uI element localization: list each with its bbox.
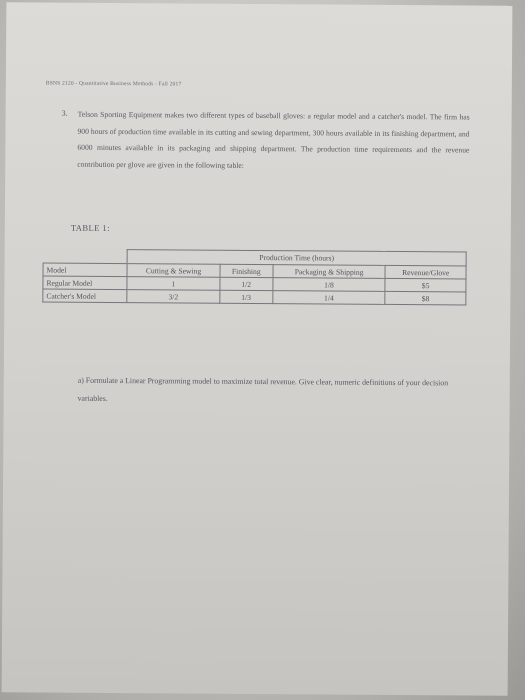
column-header-packaging: Packaging & Shipping xyxy=(273,265,386,279)
table-cell: $5 xyxy=(385,278,466,292)
table-cell: 1/3 xyxy=(220,290,273,303)
question-text: Telson Sporting Equipment makes two different types of baseball gloves: a regular model and a catcher's model. The firm has 900 hours of production time available in its cutting and sewing department, 300 hours available in its finishing department, and 6000 minutes available in its packaging and shipping department. The production time requirements and the revenue contribution per glove are given in the following table: xyxy=(77,109,470,171)
table-cell: 1/8 xyxy=(273,278,386,292)
table-row xyxy=(43,289,466,305)
column-header-finishing: Finishing xyxy=(220,264,273,277)
question-number: 3. xyxy=(61,108,68,118)
part-a-text: a) Formulate a Linear Programming model to maximize total revenue. Give clear, numeric definitions of your decision variables. xyxy=(77,375,449,403)
table-cell: 3/2 xyxy=(127,290,220,304)
column-header-cutting: Cutting & Sewing xyxy=(127,264,220,278)
table-group-header: Production Time (hours) xyxy=(127,250,466,266)
column-header-revenue: Revenue/Glove xyxy=(385,265,466,279)
page-header: BSNS 2120 - Quantitative Business Methods - Fall 2017 xyxy=(45,80,182,88)
table-cell-model: Regular Model xyxy=(43,276,127,290)
table-cell: 1/4 xyxy=(273,291,386,305)
table-cell: $8 xyxy=(385,291,466,305)
production-table xyxy=(42,249,466,306)
table-cell: 1/2 xyxy=(220,277,273,290)
document-page xyxy=(2,2,513,696)
table-empty-corner xyxy=(43,249,127,264)
table-label: TABLE 1: xyxy=(70,222,110,233)
column-header-model: Model xyxy=(43,263,127,277)
table-cell-model: Catcher's Model xyxy=(43,289,127,303)
table-cell: 1 xyxy=(127,277,220,291)
